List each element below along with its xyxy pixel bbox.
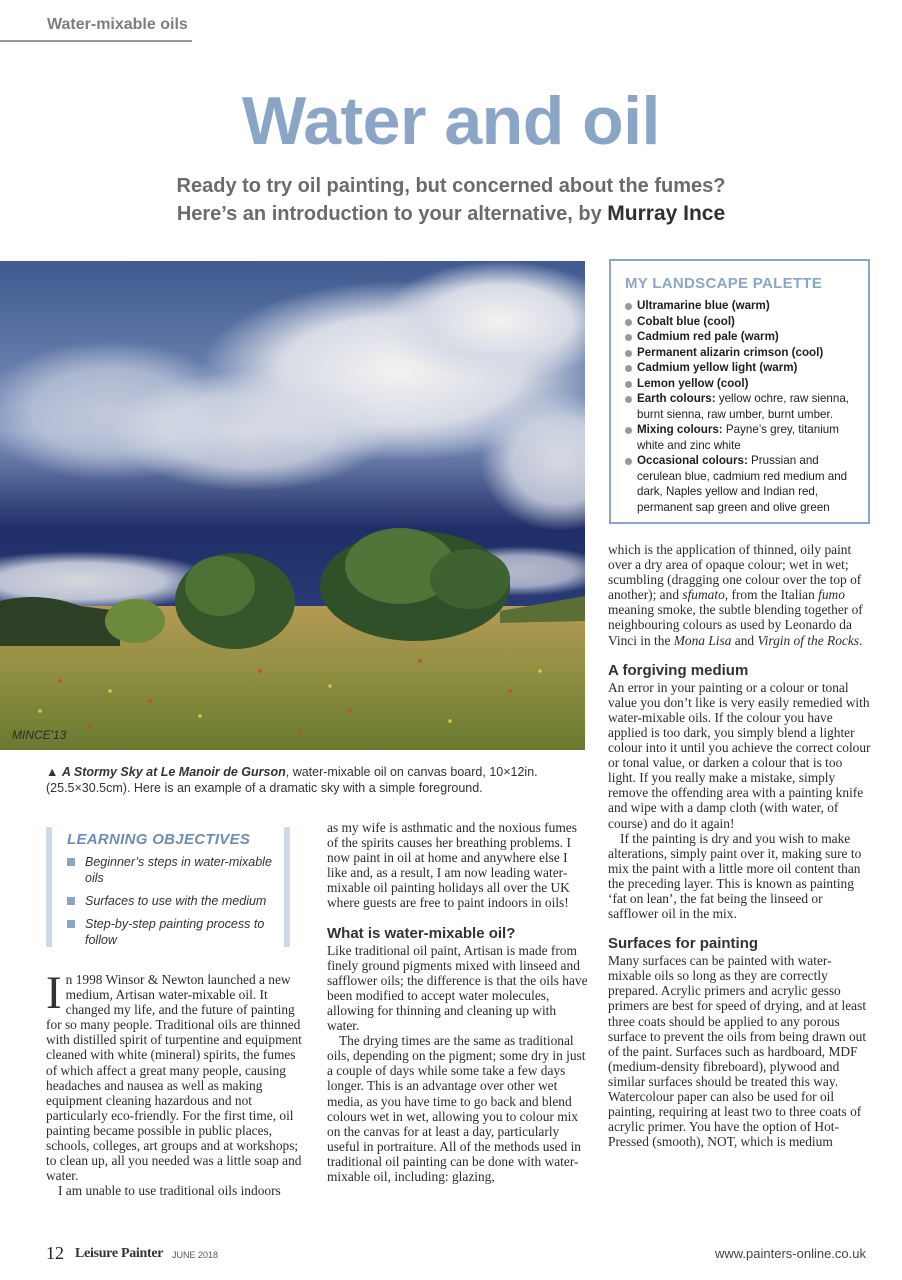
intro-paragraph: In 1998 Winsor & Newton launched a new medium, Artisan water-mixable oil. It changed my life, and the future of painting for so many people. Traditional oils are thinned with distilled spirit of turpentine and equipment cleaned with white (mineral) spirits, the fumes of which affect a great many people, causing headaches and nausea as well as making equipment cleaning hazardous and not particularly eco-friendly. For the first time, oil painting became possible in public places, schools, colleges, art groups and at workshops; to clean up, all you needed was a little soap and water.	[46, 967, 302, 1184]
painting-signature: MINCE'13	[12, 728, 67, 742]
learning-objectives-box	[46, 827, 290, 947]
author-name: Murray Ince	[607, 202, 726, 225]
section-tag	[0, 10, 192, 42]
palette-list	[611, 298, 868, 515]
section-tag-label: Water-mixable oils	[47, 16, 188, 33]
article-subtitle	[0, 172, 902, 228]
palette-item: Earth colours: yellow ochre, raw sienna, burnt sienna, raw umber, burnt umber.	[625, 391, 860, 422]
subtitle-line-2	[0, 200, 902, 228]
paragraph: which is the application of thinned, oily paint over a dry area of opaque colour; wet in wet; scumbling (dragging one colour over the top of another); and sfumato, from the Italian fumo meaning smoke, the subtle blending together of neighbouring colours as used by Leonardo da Vinci in the Mona Lisa and Virgin of the Rocks.	[608, 542, 863, 648]
palette-item: Cadmium red pale (warm)	[625, 329, 860, 345]
article-title: Water and oil	[242, 83, 660, 159]
caption-marker-icon: ▲	[46, 765, 59, 779]
objectives-heading: LEARNING OBJECTIVES	[67, 831, 251, 848]
subheading-forgiving-medium: A forgiving medium	[608, 661, 749, 679]
body-column-1	[46, 967, 308, 1199]
objective-item: Beginner’s steps in water-mixable oils	[67, 854, 278, 886]
paragraph: An error in your painting or a colour or tonal value you don’t like is very easily remedied with water-mixable oils. If the colour you have applied is too dark, you simply blend a lighter colour into it until you achieve the correct colour or tonal value, or darken a colour that is too light. If you really make a mistake, simply remove the offending area with a painting knife and wipe with a damp cloth (with water, of course) and do it again!	[608, 679, 871, 831]
page-number: 12	[46, 1243, 64, 1263]
palette-item: Mixing colours: Payne’s grey, titanium white and zinc white	[625, 422, 860, 453]
palette-item: Occasional colours: Prussian and cerulean blue, cadmium red medium and dark, Naples yellow and Indian red, permanent sap green and olive green	[625, 453, 860, 515]
paragraph: Many surfaces can be painted with water-mixable oils so long as they are correctly prepared. Acrylic primers and acrylic gesso primers are best for speed of drying, and at least three coats should be applied to any porous surface to prevent the oils from being drawn out of the paint. Surfaces such as hardboard, MDF (medium-density fibreboard), plywood and similar surfaces should be treated this way. Watercolour paper can also be used for oil painting, requiring at least two to three coats of acrylic primer. You have the option of Hot-Pressed (smooth), NOT, which is medium	[608, 953, 867, 1150]
subtitle-line-1: Ready to try oil painting, but concerned about the fumes?	[176, 175, 726, 197]
website-url[interactable]: www.painters-online.co.uk	[714, 1246, 866, 1261]
paragraph: as my wife is asthmatic and the noxious fumes of the spirits causes her breathing problems. I now paint in oil at home and anywhere else I like and, as a result, I am now leading water-mixable oil painting holidays all over the UK where guests are free to paint indoors in oils!	[327, 820, 577, 911]
caption-text: , water-mixable oil on canvas board, 10×12in. (25.5×30.5cm). Here is an example of a dramatic sky with a simple foreground.	[46, 765, 538, 795]
painting-image	[0, 261, 585, 750]
palette-item: Cobalt blue (cool)	[625, 314, 860, 330]
palette-item: Ultramarine blue (warm)	[625, 298, 860, 314]
palette-item: Permanent alizarin crimson (cool)	[625, 345, 860, 361]
objectives-list	[52, 854, 284, 948]
palette-item: Lemon yellow (cool)	[625, 376, 860, 392]
magazine-logo: Leisure Painter	[75, 1246, 164, 1261]
objective-item: Step-by-step painting process to follow	[67, 916, 278, 948]
objective-item: Surfaces to use with the medium	[67, 893, 278, 909]
subheading-surfaces: Surfaces for painting	[608, 935, 759, 953]
paragraph: Like traditional oil paint, Artisan is made from finely ground pigments mixed with linseed and safflower oils; the difference is that the oils have been modified to accept water molecules, allowing for thinning and cleaning up with water.	[327, 942, 588, 1034]
issue-date: JUNE 2018	[172, 1250, 219, 1260]
caption-title: A Stormy Sky at Le Manoir de Gurson	[61, 765, 286, 779]
image-caption	[46, 764, 586, 796]
landscape-palette-box	[609, 259, 870, 524]
paragraph: I am unable to use traditional oils indoors	[58, 1183, 281, 1199]
paragraph: The drying times are the same as traditional oils, depending on the pigment; some dry in just a couple of days while some take a few days longer. This is an advantage over other wet media, as you have time to go back and blend colours wet in wet, allowing you to colour mix on the canvas for at least a day, particularly useful in portraiture. All of the methods used in traditional oil painting can be done with water-mixable oil, including: glazing,	[327, 1033, 586, 1184]
palette-heading: MY LANDSCAPE PALETTE	[625, 275, 823, 292]
subheading-water-mixable-oil: What is water-mixable oil?	[327, 924, 516, 942]
body-column-3	[608, 542, 872, 1149]
body-column-2	[327, 820, 589, 1184]
drop-cap: I	[46, 967, 62, 1019]
paragraph: If the painting is dry and you wish to make alterations, simply paint over it, making sure to mix the paint with a little more oil content than the preceding layer. This is known as painting ‘fat on lean’, the fat being the linseed or safflower oil in the mix.	[608, 830, 862, 922]
palette-item: Cadmium yellow light (warm)	[625, 360, 860, 376]
subtitle-prefix: Here’s an introduction to your alternative, by	[176, 203, 608, 225]
